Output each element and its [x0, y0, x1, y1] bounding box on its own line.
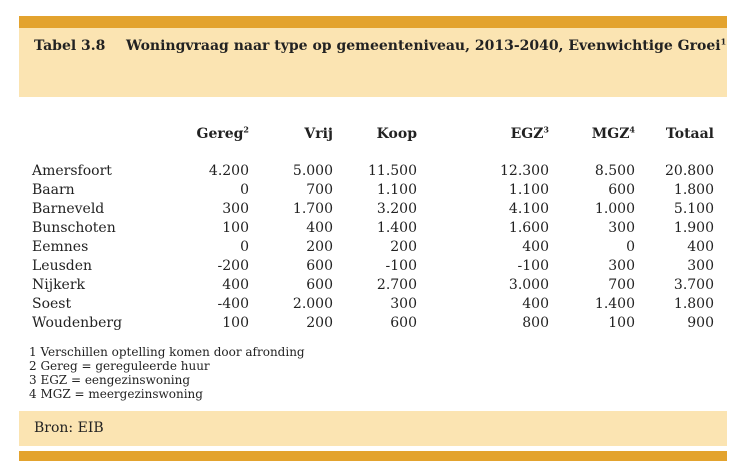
- table-cell: 1.100: [376, 182, 417, 198]
- row-label: Soest: [32, 296, 72, 312]
- row-label: Leusden: [32, 258, 93, 274]
- column-header-koop: Koop: [376, 126, 417, 142]
- table-cell: 1.400: [376, 220, 417, 236]
- table-header: [19, 28, 727, 97]
- table-cell: 0: [240, 239, 249, 255]
- table-cell: 300: [687, 258, 714, 274]
- footnote-1: 1 Verschillen optelling komen door afronding: [29, 345, 305, 359]
- top-accent-bar: [19, 16, 727, 28]
- table-row: [0, 277, 738, 296]
- table-cell: 1.900: [673, 220, 714, 236]
- table-cell: 1.000: [594, 201, 635, 217]
- table-cell: 400: [522, 296, 549, 312]
- table-cell: 8.500: [594, 163, 635, 179]
- table-row: [0, 220, 738, 239]
- table-cell: 100: [608, 315, 635, 331]
- table-cell: 1.700: [292, 201, 333, 217]
- table-row: [0, 315, 738, 334]
- table-cell: 300: [608, 220, 635, 236]
- table-cell: 20.800: [665, 163, 714, 179]
- table-title: Woningvraag naar type op gemeenteniveau, 2013-2040, Evenwichtige Groei$^1$: [126, 36, 727, 54]
- table-cell: 3.000: [508, 277, 549, 293]
- table-cell: 100: [222, 315, 249, 331]
- row-label: Amersfoort: [32, 163, 112, 179]
- table-cell: 3.700: [673, 277, 714, 293]
- table-cell: 2.000: [292, 296, 333, 312]
- table-cell: 1.800: [673, 182, 714, 198]
- row-label: Eemnes: [32, 239, 89, 255]
- table-cell: 400: [522, 239, 549, 255]
- table-cell: 4.100: [508, 201, 549, 217]
- footnote-2: 2 Gereg = gereguleerde huur: [29, 359, 210, 373]
- source-text: Bron: EIB: [34, 420, 104, 436]
- table-row: [0, 201, 738, 220]
- table-cell: 5.000: [292, 163, 333, 179]
- table-cell: 3.200: [376, 201, 417, 217]
- column-header-egz: EGZ$^3$: [510, 124, 549, 142]
- table-cell: 800: [522, 315, 549, 331]
- table-cell: 400: [222, 277, 249, 293]
- table-row: [0, 258, 738, 277]
- table-cell: 300: [608, 258, 635, 274]
- table-cell: 200: [306, 239, 333, 255]
- column-header-gereg: Gereg$^2$: [196, 124, 249, 142]
- table-cell: 600: [608, 182, 635, 198]
- table-cell: -100: [517, 258, 549, 274]
- table-cell: -200: [217, 258, 249, 274]
- table-cell: 11.500: [368, 163, 417, 179]
- table-cell: 200: [306, 315, 333, 331]
- table-cell: 900: [687, 315, 714, 331]
- table-cell: 100: [222, 220, 249, 236]
- row-label: Nijkerk: [32, 277, 86, 293]
- table-cell: 1.600: [508, 220, 549, 236]
- footnotes: [29, 345, 305, 401]
- table-cell: 600: [390, 315, 417, 331]
- table-cell: 0: [626, 239, 635, 255]
- table-cell: 1.400: [594, 296, 635, 312]
- source-box: [19, 411, 727, 446]
- table-cell: 700: [306, 182, 333, 198]
- table-cell: -400: [217, 296, 249, 312]
- table-cell: 300: [222, 201, 249, 217]
- table-row: [0, 163, 738, 182]
- column-header-mgz: MGZ$^4$: [591, 124, 635, 142]
- table-cell: 400: [687, 239, 714, 255]
- row-label: Woudenberg: [32, 315, 123, 331]
- table-cell: 200: [390, 239, 417, 255]
- bottom-accent-bar: [19, 451, 727, 461]
- table-cell: 400: [306, 220, 333, 236]
- table-cell: 2.700: [376, 277, 417, 293]
- table-row: [0, 239, 738, 258]
- column-header-totaal: Totaal: [665, 126, 714, 142]
- footnote-3: 3 EGZ = eengezinswoning: [29, 373, 191, 387]
- table-cell: 600: [306, 258, 333, 274]
- table-cell: 1.800: [673, 296, 714, 312]
- table-number: Tabel 3.8: [34, 38, 106, 54]
- row-label: Baarn: [32, 182, 75, 198]
- table-cell: 4.200: [208, 163, 249, 179]
- table-cell: 600: [306, 277, 333, 293]
- column-header-vrij: Vrij: [304, 126, 333, 142]
- table-cell: 1.100: [508, 182, 549, 198]
- table-cell: -100: [385, 258, 417, 274]
- table-cell: 700: [608, 277, 635, 293]
- footnote-4: 4 MGZ = meergezinswoning: [29, 387, 203, 401]
- table-cell: 12.300: [500, 163, 549, 179]
- row-label: Barneveld: [32, 201, 105, 217]
- table-row: [0, 296, 738, 315]
- table-row: [0, 182, 738, 201]
- table-cell: 300: [390, 296, 417, 312]
- table-cell: 0: [240, 182, 249, 198]
- row-label: Bunschoten: [32, 220, 116, 236]
- table-cell: 5.100: [673, 201, 714, 217]
